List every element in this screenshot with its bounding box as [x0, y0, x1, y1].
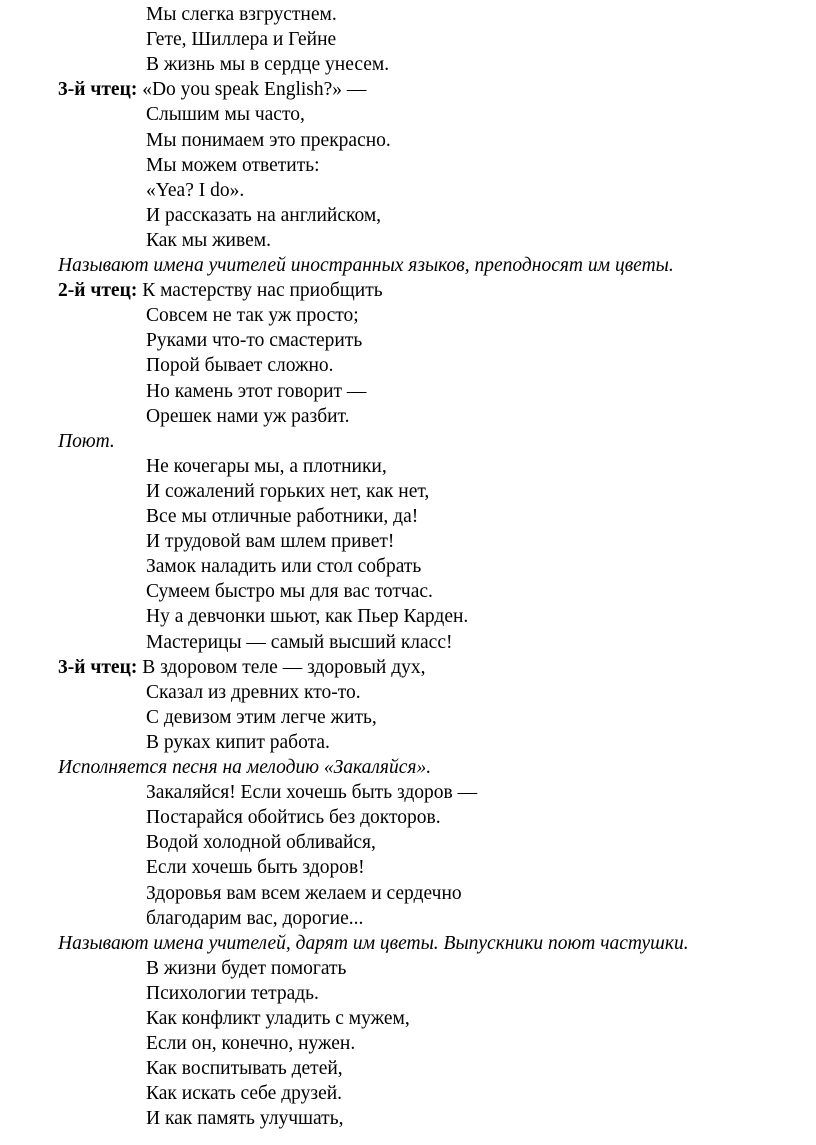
verse-line: Совсем не так уж просто; [146, 305, 359, 327]
speaker-label: 3-й чтец: [58, 656, 138, 678]
stage-direction: Называют имена учителей, дарят им цветы. Выпускники поют частушки. [58, 932, 689, 954]
verse-line: Мы можем ответить: [146, 154, 320, 176]
verse-line: В жизнь мы в сердце унесем. [146, 54, 390, 76]
verse-line: благодарим вас, дорогие... [146, 907, 364, 929]
speaker-line [58, 658, 426, 678]
verse-line: Здоровья вам всем желаем и сердечно [146, 882, 462, 904]
speaker-line [58, 80, 366, 100]
verse-line: В руках кипит работа. [146, 731, 330, 753]
verse-line: Мы слегка взгрустнем. [146, 4, 337, 25]
verse-line: Как воспитывать детей, [146, 1058, 343, 1080]
stage-direction: Исполняется песня на мелодию «Закаляйся». [58, 757, 432, 778]
verse-line: И как память улучшать, [146, 1108, 344, 1130]
verse-line: Но камень этот говорит — [146, 380, 367, 402]
verse-line: «Yea? I do». [146, 179, 245, 201]
speaker-label: 2-й чтец: [58, 280, 138, 302]
verse-line: Как конфликт уладить с мужем, [146, 1008, 410, 1029]
verse-line: Порой бывает сложно. [146, 355, 334, 377]
verse-line: Мы понимаем это прекрасно. [146, 129, 391, 151]
verse-line: Не кочегары мы, а плотники, [146, 455, 387, 477]
stage-direction: Поют. [58, 430, 115, 452]
speaker-text: В здоровом теле — здоровый дух, [137, 656, 426, 678]
verse-line: И трудовой вам шлем привет! [146, 531, 395, 553]
verse-line: Если он, конечно, нужен. [146, 1033, 356, 1055]
verse-line: В жизни будет помогать [146, 957, 347, 979]
speaker-line [58, 281, 383, 301]
verse-line: Сказал из древних кто-то. [146, 681, 361, 703]
verse-line: Орешек нами уж разбит. [146, 405, 350, 427]
verse-line: Замок наладить или стол собрать [146, 556, 422, 578]
verse-line: Сумеем быстро мы для вас тотчас. [146, 581, 433, 603]
verse-line: Если хочешь быть здоров! [146, 857, 365, 879]
speaker-text: К мастерству нас приобщить [137, 280, 383, 302]
verse-line: И рассказать на английском, [146, 204, 382, 226]
verse-line: С девизом этим легче жить, [146, 706, 377, 728]
stage-direction: Называют имена учителей иностранных языков, преподносят им цветы. [58, 255, 674, 276]
verse-line: Все мы отличные работники, да! [146, 506, 419, 527]
verse-line: Руками что-то смастерить [146, 330, 363, 352]
verse-line: Психологии тетрадь. [146, 982, 319, 1004]
verse-line: Как искать себе друзей. [146, 1083, 343, 1105]
verse-line: Слышим мы часто, [146, 104, 305, 126]
verse-line: И сожалений горьких нет, как нет, [146, 480, 430, 502]
verse-line: Водой холодной обливайся, [146, 832, 376, 854]
verse-line: Ну а девчонки шьют, как Пьер Карден. [146, 606, 469, 628]
verse-line: Закаляйся! Если хочешь быть здоров — [146, 782, 478, 804]
verse-line: Постарайся обойтись без докторов. [146, 807, 441, 829]
verse-line: Как мы живем. [146, 229, 271, 251]
verse-line: Мастерицы — самый высший класс! [146, 631, 453, 653]
verse-line: Гете, Шиллера и Гейне [146, 29, 337, 51]
speaker-text: «Do you speak English?» — [137, 79, 367, 101]
speaker-label: 3-й чтец: [58, 79, 138, 101]
